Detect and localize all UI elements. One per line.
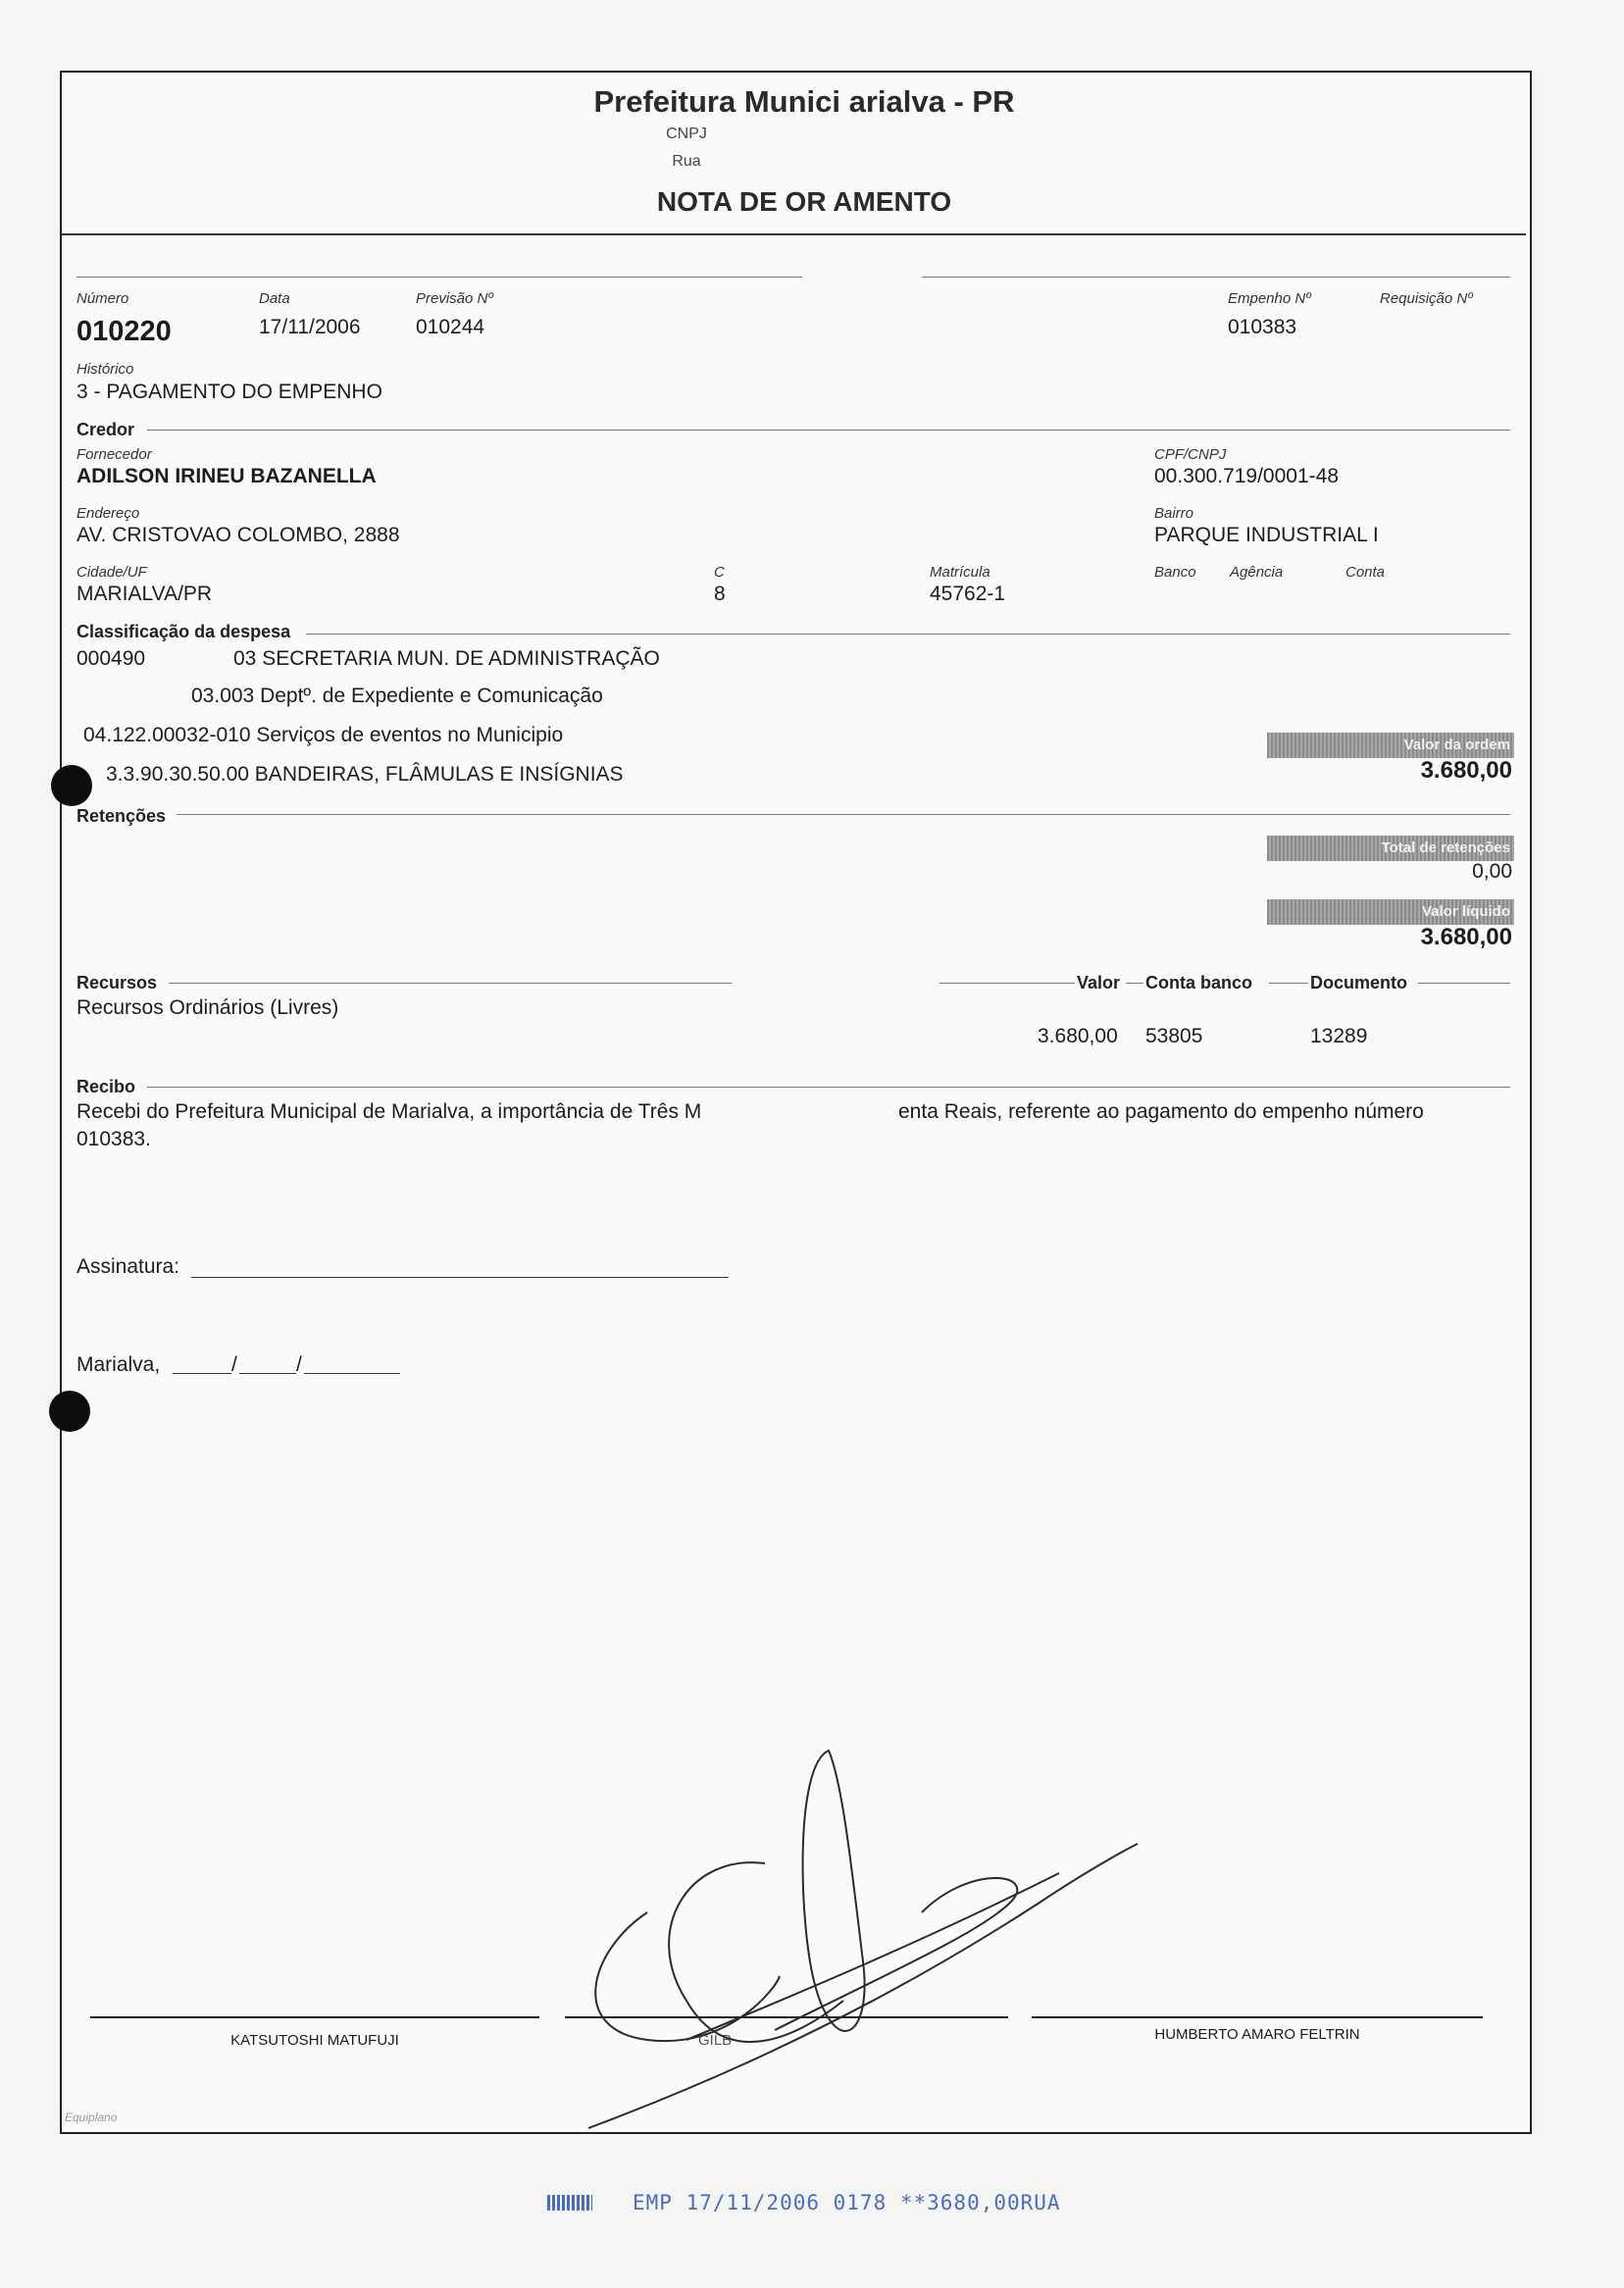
empenho-value: 010383 bbox=[1228, 316, 1297, 338]
equiplano-mark: Equiplano bbox=[65, 2110, 118, 2124]
divider bbox=[177, 814, 1510, 815]
valor-ordem-value: 3.680,00 bbox=[1420, 757, 1512, 784]
endereco-value: AV. CRISTOVAO COLOMBO, 2888 bbox=[76, 524, 400, 546]
doc-title: NOTA DE OR AMENTO bbox=[656, 186, 952, 217]
historico-label: Histórico bbox=[76, 361, 134, 378]
address-line: Rua bbox=[672, 153, 701, 170]
cpf-label: CPF/CNPJ bbox=[1154, 446, 1227, 463]
recursos-documento: 13289 bbox=[1310, 1025, 1368, 1047]
signatory-left: KATSUTOSHI MATUFUJI bbox=[230, 2032, 399, 2049]
funcional: 04.122.00032-010 Serviços de eventos no Municipio bbox=[83, 724, 564, 746]
bairro-label: Bairro bbox=[1154, 505, 1194, 522]
orgao: 03 SECRETARIA MUN. DE ADMINISTRAÇÃO bbox=[233, 647, 660, 670]
recursos-fonte: Recursos Ordinários (Livres) bbox=[76, 996, 339, 1019]
divider bbox=[147, 430, 1510, 431]
total-retencoes-label: Total de retenções bbox=[1267, 836, 1514, 861]
data-value: 17/11/2006 bbox=[259, 316, 361, 338]
total-retencoes-value: 0,00 bbox=[1472, 860, 1512, 883]
punch-hole bbox=[51, 765, 92, 806]
signature-line-left bbox=[90, 2016, 539, 2018]
assinatura-label: Assinatura: bbox=[76, 1255, 180, 1278]
cnpj-line: CNPJ bbox=[666, 126, 707, 142]
divider bbox=[1126, 983, 1143, 984]
handwritten-signature bbox=[549, 1746, 1157, 2138]
elemento: 3.3.90.30.50.00 BANDEIRAS, FLÂMULAS E INSÍGNIAS bbox=[106, 763, 624, 786]
divider bbox=[1269, 983, 1308, 984]
date-month-line bbox=[239, 1373, 296, 1374]
date-day-line bbox=[173, 1373, 231, 1374]
assinatura-line bbox=[191, 1277, 729, 1278]
conta-label: Conta bbox=[1345, 564, 1386, 581]
recursos-label: Recursos bbox=[76, 973, 158, 992]
divider bbox=[169, 983, 732, 984]
org-name: Prefeitura Munici arialva - PR bbox=[593, 84, 1015, 119]
divider bbox=[76, 277, 802, 278]
valor-liquido-value: 3.680,00 bbox=[1420, 924, 1512, 950]
historico-value: 3 - PAGAMENTO DO EMPENHO bbox=[76, 381, 382, 403]
recursos-valor-label: Valor bbox=[1077, 973, 1121, 992]
recibo-label: Recibo bbox=[76, 1077, 136, 1096]
recursos-conta-label: Conta banco bbox=[1145, 973, 1253, 992]
date-slash: / bbox=[296, 1353, 302, 1376]
numero-label: Número bbox=[76, 290, 129, 307]
matricula-label: Matrícula bbox=[930, 564, 990, 581]
empenho-label: Empenho Nº bbox=[1228, 290, 1311, 307]
barcode-icon bbox=[547, 2195, 592, 2211]
divider bbox=[922, 277, 1510, 278]
data-label: Data bbox=[259, 290, 290, 307]
fornecedor-value: ADILSON IRINEU BAZANELLA bbox=[76, 465, 377, 487]
divider bbox=[939, 983, 1075, 984]
classificacao-label: Classificação da despesa bbox=[76, 622, 291, 641]
cidade-label: Cidade/UF bbox=[76, 564, 147, 581]
classificacao-code: 000490 bbox=[76, 647, 146, 670]
recursos-documento-label: Documento bbox=[1310, 973, 1407, 992]
retencoes-label: Retenções bbox=[76, 806, 167, 826]
valor-ordem-label: Valor da ordem bbox=[1267, 733, 1514, 758]
unidade: 03.003 Deptº. de Expediente e Comunicação bbox=[191, 685, 603, 707]
banco-label: Banco bbox=[1154, 564, 1196, 581]
fornecedor-label: Fornecedor bbox=[76, 446, 152, 463]
cep-label: C bbox=[714, 564, 725, 581]
cidade-value: MARIALVA/PR bbox=[76, 583, 213, 605]
requisicao-label: Requisição Nº bbox=[1380, 290, 1473, 307]
local-label: Marialva, bbox=[76, 1353, 161, 1376]
previsao-value: 010244 bbox=[416, 316, 485, 338]
punch-hole bbox=[49, 1391, 90, 1432]
divider bbox=[1418, 983, 1510, 984]
cpf-value: 00.300.719/0001-48 bbox=[1154, 465, 1340, 487]
header-divider bbox=[62, 233, 1526, 235]
matricula-value: 45762-1 bbox=[930, 583, 1006, 605]
date-year-line bbox=[304, 1373, 400, 1374]
recursos-conta: 53805 bbox=[1145, 1025, 1203, 1047]
agencia-label: Agência bbox=[1230, 564, 1284, 581]
recibo-text-part2: enta Reais, referente ao pagamento do empenho número bbox=[898, 1100, 1424, 1123]
bairro-value: PARQUE INDUSTRIAL I bbox=[1154, 524, 1379, 546]
credor-label: Credor bbox=[76, 420, 135, 439]
recibo-text-part1: Recebi do Prefeitura Municipal de Marialva, a importância de Três M bbox=[76, 1100, 702, 1123]
cep-value: 8 bbox=[714, 583, 726, 605]
recursos-valor: 3.680,00 bbox=[1038, 1025, 1118, 1047]
previsao-label: Previsão Nº bbox=[416, 290, 493, 307]
bank-stamp: EMP 17/11/2006 0178 **3680,00RUA bbox=[633, 2191, 1061, 2214]
divider bbox=[306, 634, 1510, 635]
recibo-text-line2: 010383. bbox=[76, 1128, 151, 1150]
endereco-label: Endereço bbox=[76, 505, 140, 522]
date-slash: / bbox=[231, 1353, 237, 1376]
valor-liquido-label: Valor líquido bbox=[1267, 899, 1514, 925]
signatory-middle: GILB bbox=[698, 2032, 733, 2049]
divider bbox=[147, 1087, 1510, 1088]
numero-value: 010220 bbox=[76, 316, 172, 347]
signatory-right: HUMBERTO AMARO FELTRIN bbox=[1154, 2026, 1360, 2043]
